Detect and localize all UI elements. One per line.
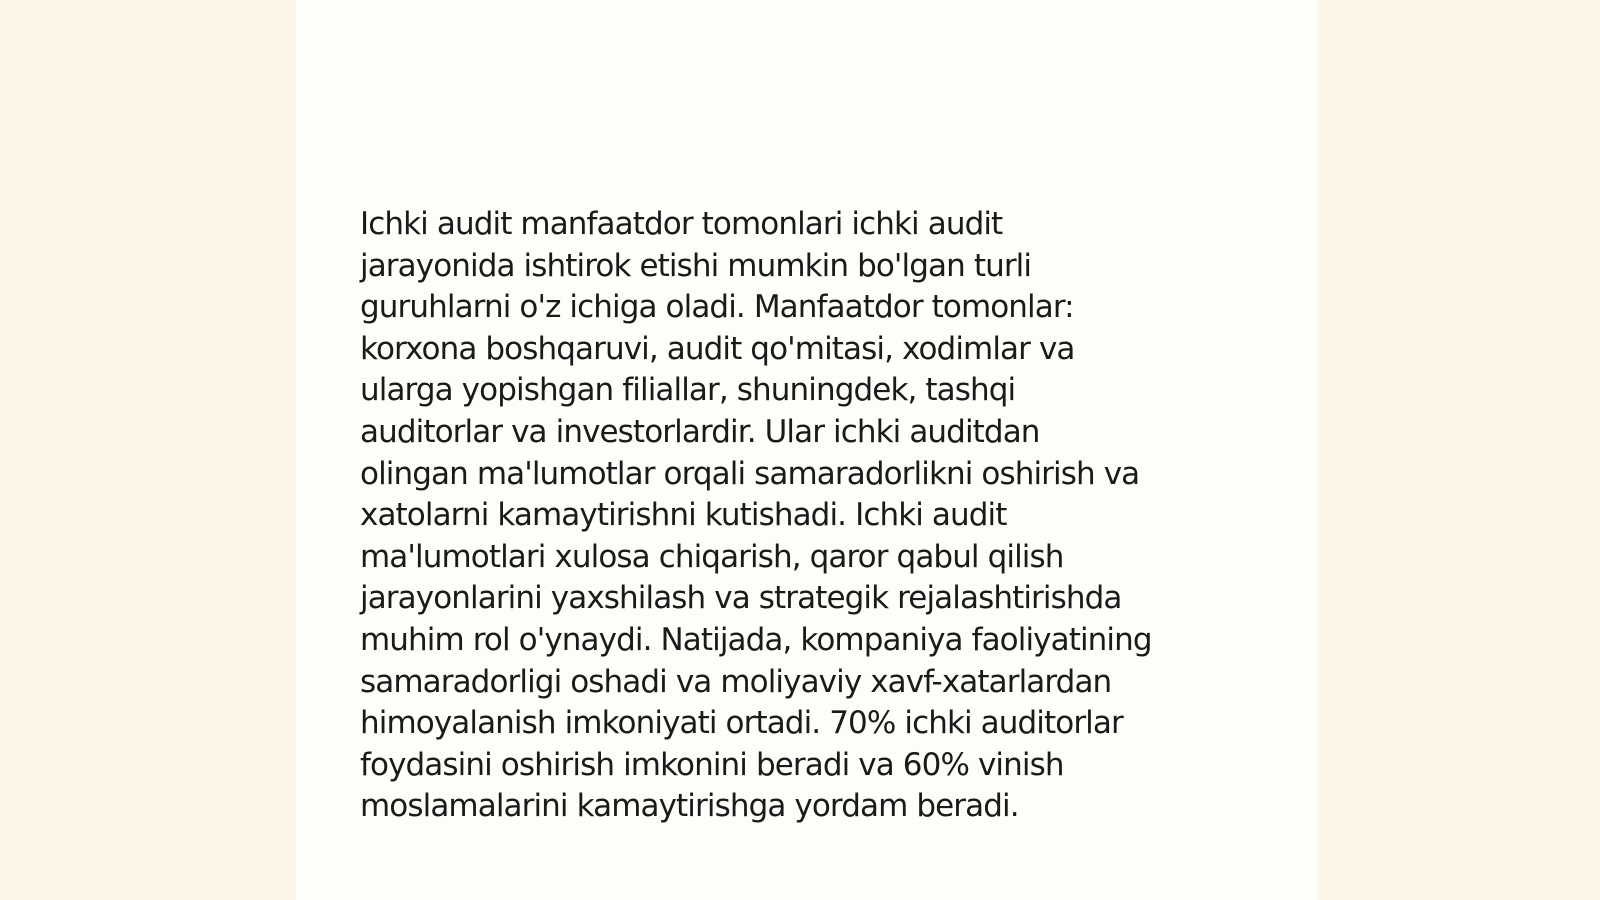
text-line: himoyalanish imkoniyati ortadi. 70% ichki auditorlar (360, 705, 1123, 742)
text-line: xatolarni kamaytirishni kutishadi. Ichki audit (360, 497, 1007, 534)
text-line: moslamalarini kamaytirishga yordam beradi. (360, 788, 1019, 825)
text-line: guruhlarni o'z ichiga oladi. Manfaatdor tomonlar: (360, 289, 1074, 326)
text-line: olingan ma'lumotlar orqali samaradorlikni oshirish va (360, 455, 1140, 492)
text-line: auditorlar va investorlardir. Ular ichki auditdan (360, 413, 1040, 450)
text-line: jarayonida ishtirok etishi mumkin bo'lgan turli (360, 247, 1032, 284)
text-line: samaradorligi oshadi va moliyaviy xavf-xatarlardan (360, 663, 1112, 700)
text-line: ma'lumotlari xulosa chiqarish, qaror qabul qilish (360, 538, 1064, 575)
text-line: korxona boshqaruvi, audit qo'mitasi, xodimlar va (360, 330, 1075, 367)
left-margin-panel (0, 0, 296, 900)
slide-page (296, 0, 1318, 900)
text-line: Ichki audit manfaatdor tomonlari ichki audit (360, 206, 1003, 242)
slide-body-text (360, 204, 1260, 828)
text-line: ularga yopishgan filiallar, shuningdek, tashqi (360, 372, 1016, 409)
text-line: muhim rol o'ynaydi. Natijada, kompaniya faoliyatining (360, 621, 1152, 658)
text-line: jarayonlarini yaxshilash va strategik rejalashtirishda (360, 580, 1122, 617)
right-margin-panel (1318, 0, 1600, 900)
text-line: foydasini oshirish imkonini beradi va 60% vinish (360, 746, 1064, 783)
